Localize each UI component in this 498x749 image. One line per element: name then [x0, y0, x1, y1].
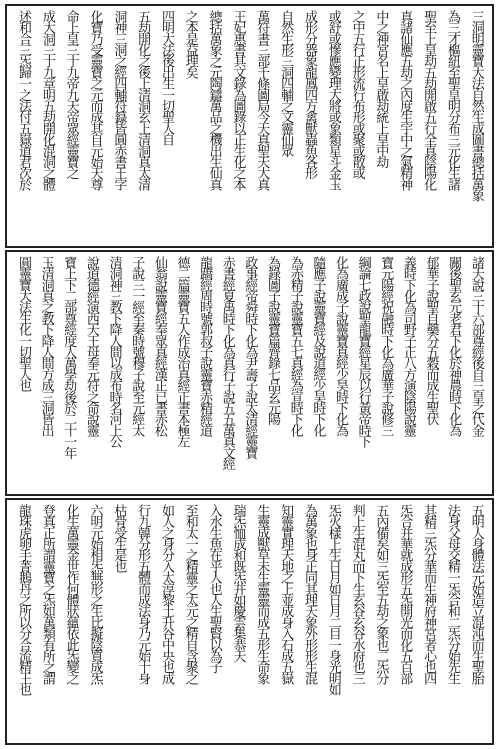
text-column: 龍珠虎卵手菁鵝丹之所以分合流精王也 — [16, 504, 31, 695]
text-column: 至和太一之精靈之太元之精自含聚之 — [182, 504, 198, 684]
text-column: 龍蹻經周時號郭叔子說靈寶赤精經道 — [197, 256, 213, 436]
text-column: 寶上下二部尊經度人萬學劫後於二十一年 — [61, 256, 77, 458]
text-column: 述和合三炁歸一之法付五嶽道君次於 — [16, 10, 31, 190]
text-column: 行九韓分形五體而成法身乃元始十身 — [135, 504, 151, 684]
middle-text-columns — [13, 256, 486, 490]
text-column: 五內備矣如三炁至五劫之象也二炁分 — [373, 504, 389, 684]
middle-panel — [5, 250, 494, 496]
text-column: 綱論七政說聖龍寶經星辰以行黃帝時下 — [355, 256, 371, 447]
text-column: 之中五行正形流行布形或聚或散或 — [349, 10, 365, 179]
text-column: 自然生形三洞四輔之文靈仙眾 — [278, 10, 294, 156]
bottom-panel — [5, 498, 494, 745]
text-column: 圓靈寶大法生化一切聖人也 — [16, 256, 31, 391]
top-panel — [5, 4, 494, 248]
text-column: 諸天說三十六部尊經後自三皇之代金 — [468, 256, 484, 436]
text-column: 三洞明靈寶大法自然生成圖書總括萬象 — [468, 10, 484, 201]
text-column: 德二篇靈寶五人作成治真經正書本極左 — [174, 256, 190, 447]
text-column: 其精三炁分華而生神府神宮者心也四 — [421, 504, 437, 684]
text-column: 為赤精子說靈寶五七真經為宣時下化 — [287, 256, 303, 436]
text-column: 寶元陽經祝融時下化為廣華子說修三 — [378, 256, 394, 436]
text-column: 四明大法後出生一切聖人自 — [158, 10, 174, 145]
text-column: 化生萬靈金世作何體狀蘊依此炁變之 — [63, 504, 79, 684]
top-text-columns — [13, 10, 486, 242]
text-column: 或舒或慘應變理大將或象類星斗金玉 — [325, 10, 341, 190]
text-column: 五明人身體法元始造立混沌而生聖胎 — [468, 504, 484, 684]
text-column: 中之神宮名上皇啟劫統上皇中劫 — [373, 10, 389, 167]
text-column: 六明元始相炁無形之生比擬陰質成炁 — [87, 504, 103, 684]
text-column: 為錄圖子說靈寶篇齊錄七品玄元陽 — [265, 256, 281, 425]
text-column: 清洞神三教下降人間以成布時名河上公 — [106, 256, 122, 447]
text-column: 如人之身分入太淳黎土升谷中央也成 — [158, 504, 174, 684]
text-column: 枯骨受生是也 — [111, 504, 127, 572]
text-column: 五劫開化之後上清洞玄上清洞真太清 — [135, 10, 151, 190]
text-column: 總括萬象之元陶鑄萬品之機出生仙真 — [206, 10, 222, 190]
text-column: 郁華子說聖自藥分五穀而成生聖伏 — [423, 256, 439, 425]
text-column: 為三才樞紐至聖皇明分布三元化生諸 — [444, 10, 460, 190]
text-column: 義時下化為司野子正八方演陰陽說靈 — [400, 256, 416, 436]
text-column: 登真正所謂靈寶之炁如萬類有所之謂 — [39, 504, 55, 684]
text-column: 之本是益理矣 — [182, 10, 198, 78]
text-column: 王妃惠書其文錄為圖錄以正生化之本 — [230, 10, 246, 190]
text-column: 法身父母交精一炁合和二炁分始先生 — [444, 504, 460, 684]
text-column: 成形分器象龍鳳四方禽獸蟲魚各形 — [301, 10, 317, 179]
text-column: 玉清洞真之教下降人間方成三洞皆出 — [38, 256, 54, 436]
text-column: 生靈成獸草未生靈靈而成五形生命象 — [254, 504, 270, 684]
text-column: 判上生混丸而下生玄谷玄谷水府也三 — [349, 504, 365, 684]
text-column: 政事經帝舜時下化為尹壽子說太清經靈寶 — [242, 256, 258, 458]
text-column: 仙翁說靈寶經奉眾真經漢正已書赤松 — [151, 256, 167, 436]
bottom-text-columns — [13, 504, 486, 739]
text-column: 真諸仙應五劫之內度生宇中之氣精神 — [397, 10, 413, 190]
text-column: 為萬象也身正同其理天象外形形生混 — [301, 504, 317, 684]
text-column: 赤書經夏禹時下化為真行子說五五萬真文經 — [219, 256, 235, 469]
text-column: 入水生魚在乎人也人生聖賢以為子 — [206, 504, 222, 673]
text-column: 炁火樣上生日月如日月二目一身光明如 — [325, 504, 341, 695]
text-column: 瑞炁恤成和既炁并如慶雲集恭天 — [230, 504, 246, 661]
text-column: 聖至上皇劫五劫開啟五行全真陰陽化 — [421, 10, 437, 190]
text-column: 炁合并華就成形五炁開光而化五百部 — [397, 504, 413, 684]
text-column: 萬符書三部千條圖局今天真聖天大真 — [254, 10, 270, 190]
text-column: 命上皇三十九帝九天帝眾經靈寶之 — [63, 10, 79, 179]
text-column: 隨應子說靈寶經及說道經少昊時下化 — [310, 256, 326, 436]
text-column: 關後聖玄元老君下化於神農時下化為 — [446, 256, 462, 436]
text-column: 化寶乃受靈寶之元而成其自元始天尊 — [87, 10, 103, 190]
text-column: 成大洞三十九章明五劫開化混洞之體 — [39, 10, 55, 190]
text-column: 說道德經演西天王母奉元符之命說靈 — [83, 256, 99, 436]
text-column: 知靈實理天地之上並成身入石成五嶽 — [278, 504, 294, 684]
text-column: 子說三一經至秦時號穆子說至元經太 — [129, 256, 145, 436]
text-column: 化為廣成子說靈寶真經少昊時下化為 — [332, 256, 348, 436]
text-column: 洞神三洞之經四輔符籙皆圓赤書王字 — [111, 10, 127, 190]
